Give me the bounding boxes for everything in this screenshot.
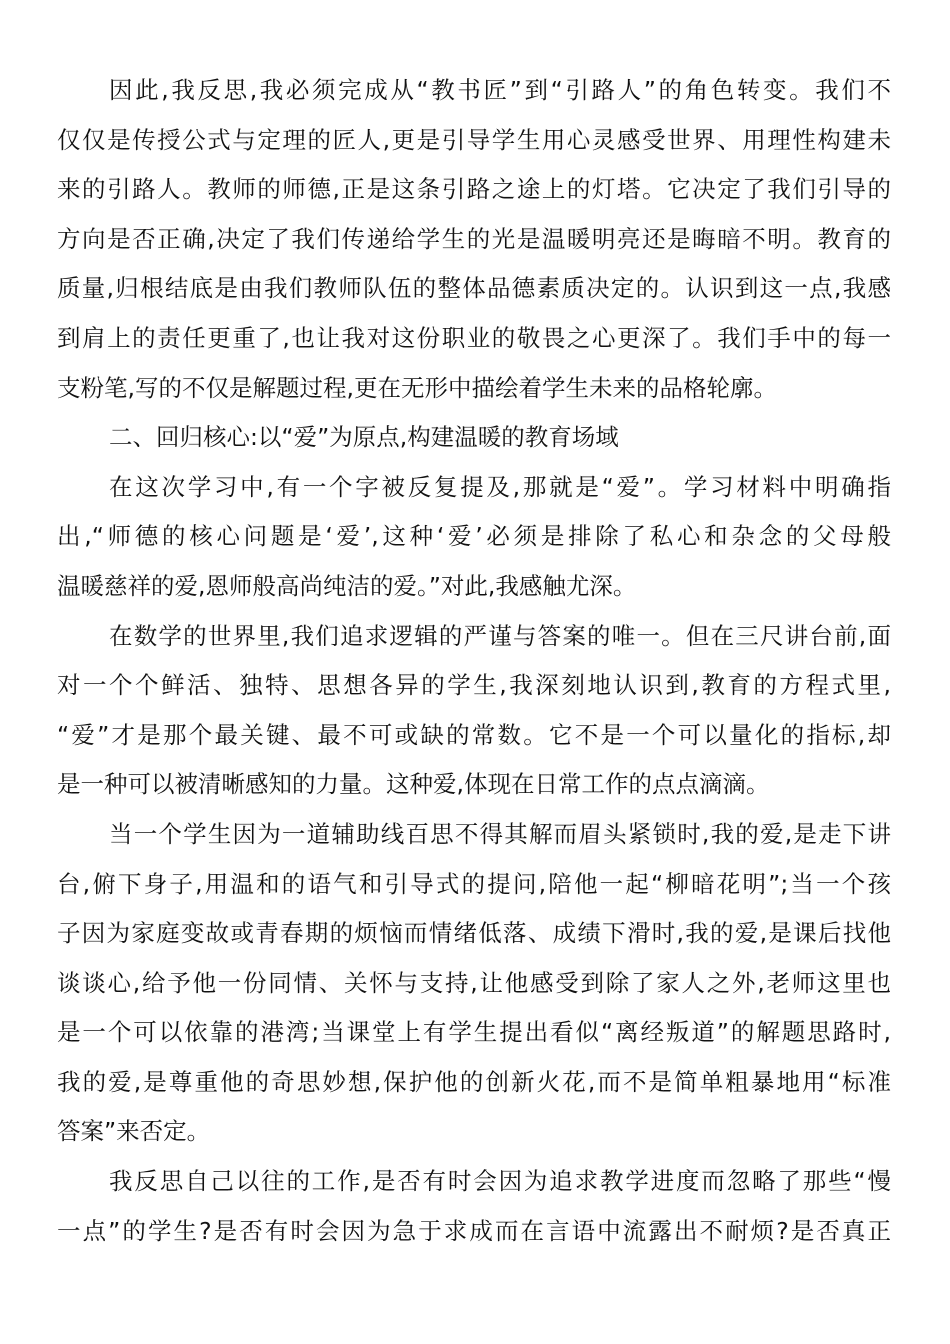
text-line: 我的爱,是尊重他的奇思妙想,保护他的创新火花,而不是简单粗暴地用“标准 xyxy=(57,1067,891,1096)
text-line: 质量,归根结底是由我们教师队伍的整体品德素质决定的。认识到这一点,我感 xyxy=(57,274,891,303)
text-line: 一点”的学生?是否有时会因为急于求成而在言语中流露出不耐烦?是否真正 xyxy=(57,1216,891,1245)
text-line: 因此,我反思,我必须完成从“教书匠”到“引路人”的角色转变。我们不 xyxy=(109,76,891,104)
text-line: “爱”才是那个最关键、最不可或缺的常数。它不是一个可以量化的指标,却 xyxy=(57,720,891,749)
section-heading-text: 二、回归核心:以“爱”为原点,构建温暖的教育场域 xyxy=(109,423,619,452)
text-line: 方向是否正确,决定了我们传递给学生的光是温暖明亮还是晦暗不明。教育的 xyxy=(57,224,891,253)
paragraph-math-world xyxy=(57,612,891,810)
text-line: 出,“师德的核心问题是‘爱’,这种‘爱’必须是排除了私心和杂念的父母般 xyxy=(57,522,891,551)
section-heading xyxy=(57,413,891,463)
text-line: 是一个可以依靠的港湾;当课堂上有学生提出看似“离经叛道”的解题思路时, xyxy=(57,1018,891,1047)
paragraph-love-examples xyxy=(57,810,891,1157)
text-line: 来的引路人。教师的师德,正是这条引路之途上的灯塔。它决定了我们引导的 xyxy=(57,175,891,204)
text-line: 到肩上的责任更重了,也让我对这份职业的敬畏之心更深了。我们手中的每一 xyxy=(57,323,891,352)
text-line: 仅仅是传授公式与定理的匠人,更是引导学生用心灵感受世界、用理性构建未 xyxy=(57,125,891,154)
paragraph-self-reflection xyxy=(57,1157,891,1256)
text-line: 支粉笔,写的不仅是解题过程,更在无形中描绘着学生未来的品格轮廓。 xyxy=(57,373,777,402)
text-line: 对一个个鲜活、独特、思想各异的学生,我深刻地认识到,教育的方程式里, xyxy=(57,671,891,700)
text-line: 我反思自己以往的工作,是否有时会因为追求教学进度而忽略了那些“慢 xyxy=(109,1167,891,1196)
text-line: 谈谈心,给予他一份同情、关怀与支持,让他感受到除了家人之外,老师这里也 xyxy=(57,968,891,997)
text-line: 台,俯下身子,用温和的语气和引导式的提问,陪他一起“柳暗花明”;当一个孩 xyxy=(57,869,891,898)
paragraph-role-transition xyxy=(57,66,891,413)
document-page xyxy=(57,66,891,1256)
text-line: 温暖慈祥的爱,恩师般高尚纯洁的爱。”对此,我感触尤深。 xyxy=(57,571,637,600)
text-line: 在这次学习中,有一个字被反复提及,那就是“爱”。学习材料中明确指 xyxy=(109,472,891,501)
text-line: 是一种可以被清晰感知的力量。这种爱,体现在日常工作的点点滴滴。 xyxy=(57,770,770,799)
text-line: 当一个学生因为一道辅助线百思不得其解而眉头紧锁时,我的爱,是走下讲 xyxy=(109,819,891,848)
text-line: 子因为家庭变故或青春期的烦恼而情绪低落、成绩下滑时,我的爱,是课后找他 xyxy=(57,919,891,948)
text-line: 答案”来否定。 xyxy=(57,1117,211,1146)
text-line: 在数学的世界里,我们追求逻辑的严谨与答案的唯一。但在三尺讲台前,面 xyxy=(109,621,891,650)
paragraph-love-core xyxy=(57,463,891,612)
